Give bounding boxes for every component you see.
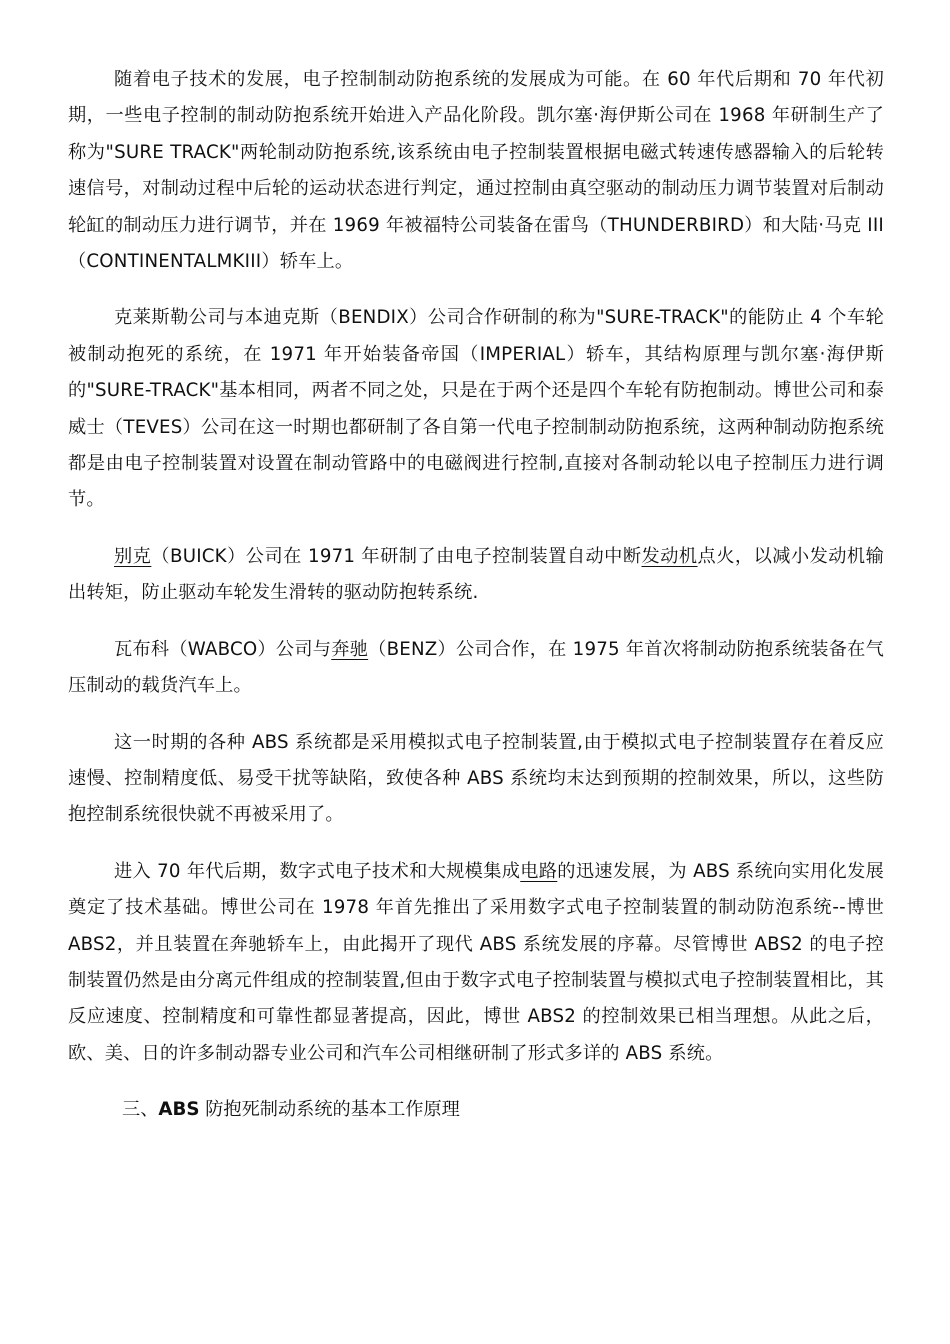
link-benz[interactable]: 奔驰 [331,638,369,660]
section-heading-title: 防抱死制动系统的基本工作原理 [199,1099,460,1121]
link-buick[interactable]: 别克 [114,545,152,567]
paragraph-buick-tail: 点火，以减小发动机输出转矩，防止驱动车轮发生滑转的驱动防抱转系统. [68,545,884,604]
paragraph-sure-track: 克莱斯勒公司与本迪克斯（BENDIX）公司合作研制的称为"SURE-TRACK"的能防止 4 个车轮被制动抱死的系统，在 1971 年开始装备帝国（IMPERIAL）轿车，其结构原理与凯尔塞·海伊斯的"SURE-TRACK"基本相同，两者不同之处，只是在于两个还是四个车轮有防抱制动。博世公司和泰威士（TEVES）公司在这一时期也都研制了各自第一代电子控制制动防抱系统，这两种制动防抱系统都是由电子控制装置对设置在制动管路中的电磁阀进行控制,直接对各制动轮以电子控制压力进行调节。 [68,307,884,511]
section-heading-abs: ABS [158,1099,200,1121]
paragraph-wabco-tail: （BENZ）公司合作，在 1975 年首次将制动防抱系统装备在气压制动的载货汽车上。 [68,638,884,697]
paragraph-wabco-head: 瓦布科（WABCO）公司与 [114,638,332,660]
section-heading-prefix: 三、 [122,1099,159,1121]
paragraph-analog-abs: 这一时期的各种 ABS 系统都是采用模拟式电子控制装置,由于模拟式电子控制装置存在着反应速慢、控制精度低、易受干扰等缺陷，致使各种 ABS 系统均末达到预期的控制效果，所以，这些防抱控制系统很快就不再被采用了。 [68,731,884,826]
paragraph-digital-abs [68,854,884,1072]
paragraph-early-abs: 随着电子技术的发展，电子控制制动防抱系统的发展成为可能。在 60 年代后期和 70 年代初期，一些电子控制的制动防抱系统开始进入产品化阶段。凯尔塞·海伊斯公司在 1968 年研制生产了称为"SURE TRACK"两轮制动防抱系统,该系统由电子控制装置根据电磁式转速传感器输入的后轮转速信号，对制动过程中后轮的运动状态进行判定，通过控制由真空驱动的制动压力调节装置对后制动轮缸的制动压力进行调节，并在 1969 年被福特公司装备在雷鸟（THUNDERBIRD）和大陆·马克 III（CONTINENTALMKIII）轿车上。 [68,69,884,273]
paragraph-wabco [68,632,884,705]
paragraph-digital-tail: 的迅速发展，为 ABS 系统向实用化发展奠定了技术基础。博世公司在 1978 年首先推出了采用数字式电子控制装置的制动防泡系统--博世 ABS2，并且装置在奔驰轿车上，由此揭开了现代 ABS 系统发展的序幕。尽管博世 ABS2 的电子控制装置仍然是由分离元件组成的控制装置,但由于数字式电子控制装置与模拟式电子控制装置相比，其反应速度、控制精度和可靠性都显著提高，因此，博世 ABS2 的控制效果已相当理想。从此之后，欧、美、日的许多制动器专业公司和汽车公司相继研制了形式多详的 ABS 系统。 [68,860,884,1064]
document-page [68,62,884,1129]
paragraph-digital-head: 进入 70 年代后期，数字式电子技术和大规模集成 [114,860,521,882]
section-heading [68,1092,884,1128]
link-engine[interactable]: 发动机 [641,545,698,567]
paragraph-buick-middle: （BUICK）公司在 1971 年研制了由电子控制装置自动中断 [151,545,642,567]
link-circuit[interactable]: 电路 [520,860,558,882]
paragraph-buick [68,539,884,612]
